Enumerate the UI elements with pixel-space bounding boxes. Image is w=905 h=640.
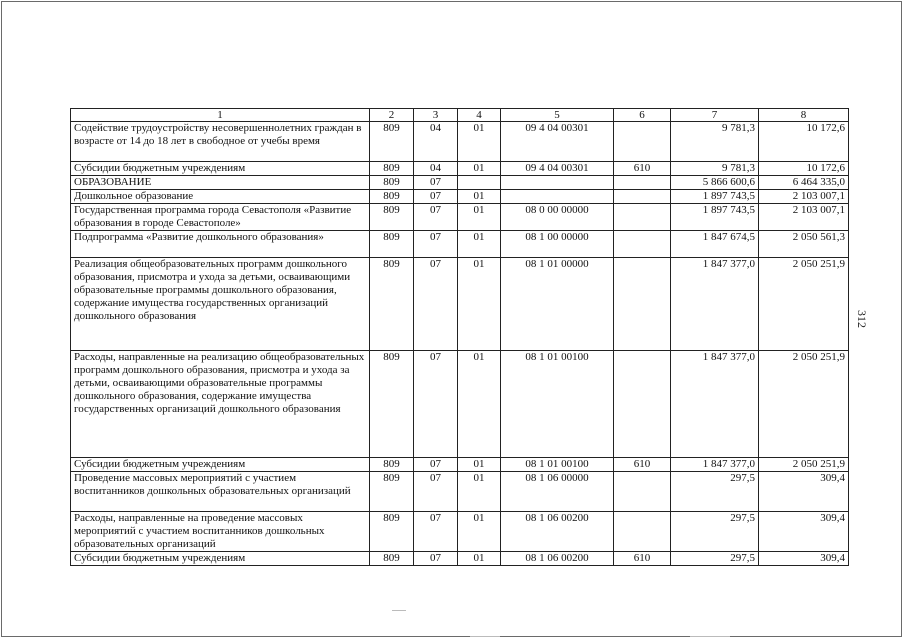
row-value-col8: 309,4 bbox=[759, 472, 849, 512]
row-name: Реализация общеобразовательных программ дошкольного образования, присмотра и ухода за детьми, осваивающими образовательные программы дошкольного образования, содержание имущества государственных организаций дошкольного образования bbox=[71, 258, 370, 351]
row-value-col8: 309,4 bbox=[759, 552, 849, 566]
row-section: 07 bbox=[414, 512, 458, 552]
row-subsection: 01 bbox=[458, 458, 501, 472]
scan-artifact bbox=[392, 610, 406, 611]
row-subsection: 01 bbox=[458, 552, 501, 566]
row-section: 07 bbox=[414, 258, 458, 351]
row-section: 07 bbox=[414, 552, 458, 566]
row-value-col7: 1 847 377,0 bbox=[671, 458, 759, 472]
row-section: 07 bbox=[414, 231, 458, 258]
row-name: ОБРАЗОВАНИЕ bbox=[71, 176, 370, 190]
row-admin-code: 809 bbox=[370, 552, 414, 566]
row-subsection: 01 bbox=[458, 512, 501, 552]
row-subsection: 01 bbox=[458, 258, 501, 351]
row-target-article bbox=[501, 176, 614, 190]
row-section: 04 bbox=[414, 122, 458, 162]
table-row bbox=[71, 190, 849, 204]
row-expense-type bbox=[614, 204, 671, 231]
row-admin-code: 809 bbox=[370, 122, 414, 162]
row-admin-code: 809 bbox=[370, 458, 414, 472]
row-value-col7: 297,5 bbox=[671, 552, 759, 566]
row-target-article: 08 1 01 00100 bbox=[501, 351, 614, 458]
table-row bbox=[71, 122, 849, 162]
row-admin-code: 809 bbox=[370, 258, 414, 351]
table-row bbox=[71, 552, 849, 566]
row-name: Субсидии бюджетным учреждениям bbox=[71, 162, 370, 176]
row-value-col7: 1 897 743,5 bbox=[671, 204, 759, 231]
scan-artifact bbox=[690, 636, 730, 637]
table-row bbox=[71, 458, 849, 472]
table-row bbox=[71, 512, 849, 552]
row-target-article: 08 1 06 00200 bbox=[501, 512, 614, 552]
row-value-col8: 2 050 251,9 bbox=[759, 458, 849, 472]
row-expense-type bbox=[614, 512, 671, 552]
row-value-col8: 2 103 007,1 bbox=[759, 204, 849, 231]
row-target-article: 08 1 00 00000 bbox=[501, 231, 614, 258]
row-name: Содействие трудоустройству несовершеннолетних граждан в возрасте от 14 до 18 лет в свободное от учебы время bbox=[71, 122, 370, 162]
row-admin-code: 809 bbox=[370, 190, 414, 204]
row-target-article: 08 1 06 00200 bbox=[501, 552, 614, 566]
row-section: 07 bbox=[414, 190, 458, 204]
row-expense-type bbox=[614, 472, 671, 512]
row-admin-code: 809 bbox=[370, 176, 414, 190]
row-value-col8: 10 172,6 bbox=[759, 162, 849, 176]
table-row bbox=[71, 231, 849, 258]
row-subsection: 01 bbox=[458, 190, 501, 204]
row-name: Дошкольное образование bbox=[71, 190, 370, 204]
row-value-col7: 1 847 377,0 bbox=[671, 351, 759, 458]
row-name: Субсидии бюджетным учреждениям bbox=[71, 552, 370, 566]
row-subsection: 01 bbox=[458, 472, 501, 512]
table-row bbox=[71, 162, 849, 176]
row-target-article: 08 1 06 00000 bbox=[501, 472, 614, 512]
row-value-col7: 9 781,3 bbox=[671, 122, 759, 162]
row-value-col7: 1 897 743,5 bbox=[671, 190, 759, 204]
row-value-col7: 1 847 377,0 bbox=[671, 258, 759, 351]
row-admin-code: 809 bbox=[370, 512, 414, 552]
row-admin-code: 809 bbox=[370, 231, 414, 258]
row-name: Расходы, направленные на проведение массовых мероприятий с участием воспитанников дошкольных образовательных организаций bbox=[71, 512, 370, 552]
row-expense-type: 610 bbox=[614, 552, 671, 566]
row-value-col8: 2 050 251,9 bbox=[759, 351, 849, 458]
row-target-article: 08 0 00 00000 bbox=[501, 204, 614, 231]
row-expense-type bbox=[614, 122, 671, 162]
row-subsection: 01 bbox=[458, 204, 501, 231]
row-subsection: 01 bbox=[458, 162, 501, 176]
column-header: 5 bbox=[501, 109, 614, 122]
row-section: 07 bbox=[414, 351, 458, 458]
row-expense-type: 610 bbox=[614, 458, 671, 472]
row-name: Проведение массовых мероприятий с участием воспитанников дошкольных образовательных организаций bbox=[71, 472, 370, 512]
table-row bbox=[71, 204, 849, 231]
row-value-col7: 1 847 674,5 bbox=[671, 231, 759, 258]
row-value-col8: 2 050 251,9 bbox=[759, 258, 849, 351]
row-expense-type bbox=[614, 190, 671, 204]
row-value-col7: 297,5 bbox=[671, 472, 759, 512]
row-value-col7: 9 781,3 bbox=[671, 162, 759, 176]
table-row bbox=[71, 472, 849, 512]
row-value-col8: 2 103 007,1 bbox=[759, 190, 849, 204]
row-admin-code: 809 bbox=[370, 351, 414, 458]
row-target-article: 09 4 04 00301 bbox=[501, 122, 614, 162]
column-header: 2 bbox=[370, 109, 414, 122]
row-section: 07 bbox=[414, 176, 458, 190]
row-expense-type: 610 bbox=[614, 162, 671, 176]
row-subsection: 01 bbox=[458, 122, 501, 162]
row-name: Субсидии бюджетным учреждениям bbox=[71, 458, 370, 472]
row-admin-code: 809 bbox=[370, 204, 414, 231]
row-expense-type bbox=[614, 231, 671, 258]
row-subsection: 01 bbox=[458, 231, 501, 258]
column-header: 6 bbox=[614, 109, 671, 122]
table-row bbox=[71, 351, 849, 458]
row-section: 07 bbox=[414, 204, 458, 231]
row-name: Расходы, направленные на реализацию общеобразовательных программ дошкольного образования, присмотра и ухода за детьми, осваивающими образовательные программы дошкольного образования, содержание имущества государственных организаций дошкольного образования bbox=[71, 351, 370, 458]
row-section: 04 bbox=[414, 162, 458, 176]
budget-table bbox=[70, 108, 849, 566]
row-value-col7: 297,5 bbox=[671, 512, 759, 552]
row-target-article: 09 4 04 00301 bbox=[501, 162, 614, 176]
page-number: 312 bbox=[855, 310, 869, 328]
row-target-article: 08 1 01 00000 bbox=[501, 258, 614, 351]
row-value-col8: 2 050 561,3 bbox=[759, 231, 849, 258]
row-expense-type bbox=[614, 351, 671, 458]
column-header: 8 bbox=[759, 109, 849, 122]
row-expense-type bbox=[614, 258, 671, 351]
scan-artifact bbox=[470, 636, 500, 637]
column-header: 4 bbox=[458, 109, 501, 122]
row-name: Государственная программа города Севастополя «Развитие образования в городе Севастополе» bbox=[71, 204, 370, 231]
row-admin-code: 809 bbox=[370, 472, 414, 512]
row-target-article bbox=[501, 190, 614, 204]
table-row bbox=[71, 258, 849, 351]
row-target-article: 08 1 01 00100 bbox=[501, 458, 614, 472]
column-number-row bbox=[71, 109, 849, 122]
row-expense-type bbox=[614, 176, 671, 190]
column-header: 3 bbox=[414, 109, 458, 122]
row-value-col7: 5 866 600,6 bbox=[671, 176, 759, 190]
row-section: 07 bbox=[414, 472, 458, 512]
row-subsection bbox=[458, 176, 501, 190]
column-header: 7 bbox=[671, 109, 759, 122]
row-value-col8: 309,4 bbox=[759, 512, 849, 552]
row-name: Подпрограмма «Развитие дошкольного образования» bbox=[71, 231, 370, 258]
row-subsection: 01 bbox=[458, 351, 501, 458]
row-value-col8: 6 464 335,0 bbox=[759, 176, 849, 190]
table-row bbox=[71, 176, 849, 190]
row-value-col8: 10 172,6 bbox=[759, 122, 849, 162]
column-header: 1 bbox=[71, 109, 370, 122]
row-admin-code: 809 bbox=[370, 162, 414, 176]
row-section: 07 bbox=[414, 458, 458, 472]
